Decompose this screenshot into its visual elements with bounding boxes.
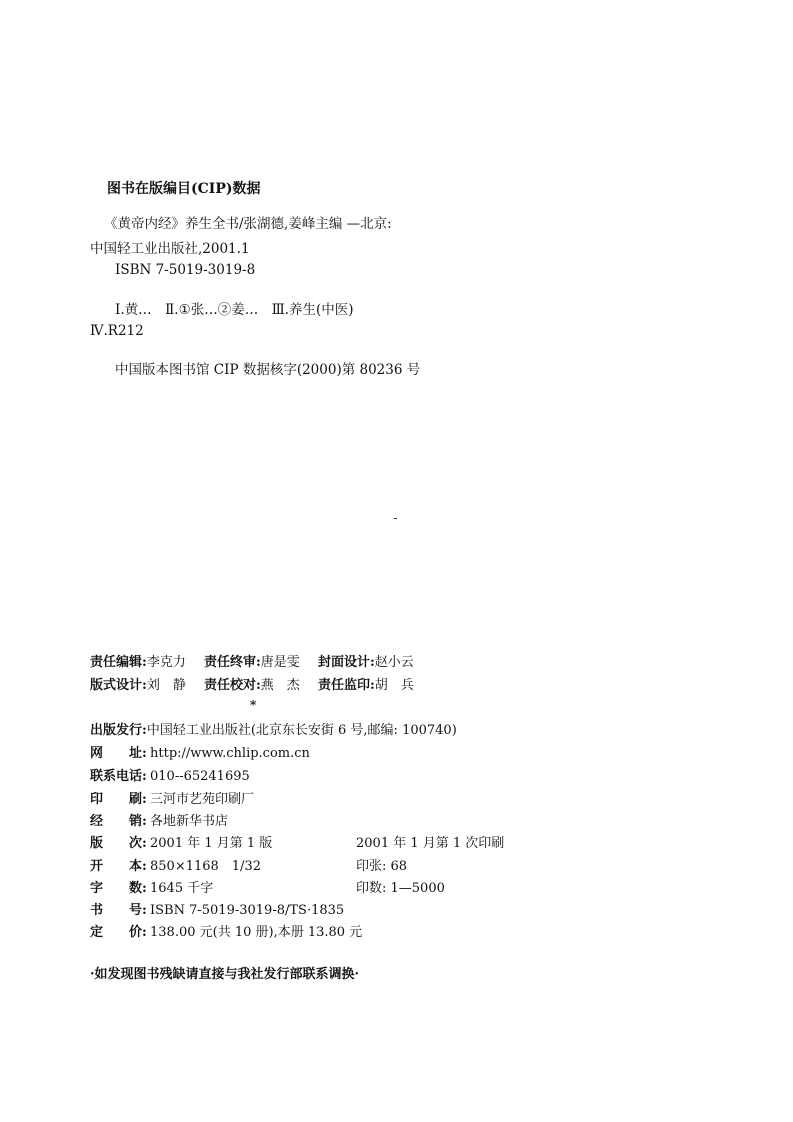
credit-value: 胡 兵 — [374, 678, 414, 693]
field-label: 出版发行: — [90, 723, 147, 738]
field-label: 版 次: — [90, 836, 147, 851]
field-value: 2001 年 1 月第 1 版 — [150, 836, 273, 851]
scan-speck — [394, 518, 397, 519]
field-label: 联系电话: — [90, 769, 147, 784]
print-run: 2001 年 1 月第 1 次印刷 — [356, 836, 505, 851]
field-value: 1645 千字 — [150, 881, 214, 896]
publisher-row — [90, 719, 457, 739]
cip-entry-line1: 《黄帝内经》养生全书/张湖德,姜峰主编 —北京: — [104, 216, 392, 232]
cip-classification: Ⅳ.R212 — [90, 323, 144, 339]
credit-value: 赵小云 — [374, 655, 414, 670]
cip-title: 图书在版编目(CIP)数据 — [107, 181, 261, 197]
credit-label: 责任校对: — [203, 678, 261, 693]
field-value: 三河市艺苑印刷厂 — [150, 792, 255, 807]
field-label: 定 价: — [90, 925, 147, 940]
field-value: 850×1168 1/32 — [150, 859, 261, 874]
wordcount-row — [90, 877, 445, 897]
defect-notice: ·如发现图书残缺请直接与我社发行部联系调换· — [90, 967, 360, 982]
edition-row — [90, 832, 505, 852]
credit-label: 版式设计: — [90, 678, 147, 693]
credit-label: 责任监印: — [317, 678, 375, 693]
separator-star: * — [250, 698, 257, 712]
phone-row — [90, 765, 250, 785]
booknumber-row — [90, 899, 344, 919]
field-label: 开 本: — [90, 859, 147, 874]
printed-sheets: 印张: 68 — [356, 859, 408, 874]
field-value: 中国轻工业出版社(北京东长安街 6 号,邮编: 100740) — [146, 723, 457, 738]
website-row — [90, 742, 310, 762]
credits-row-2 — [90, 674, 414, 693]
price-row — [90, 921, 362, 941]
credit-value: 刘 静 — [146, 678, 186, 693]
cip-isbn: ISBN 7-5019-3019-8 — [115, 262, 256, 278]
field-label: 经 销: — [90, 814, 147, 829]
credits-row-1 — [90, 651, 414, 670]
printer-row — [90, 788, 254, 808]
distributor-row — [90, 810, 228, 830]
cip-record-number: 中国版本图书馆 CIP 数据核字(2000)第 80236 号 — [115, 362, 421, 378]
field-value: 各地新华书店 — [150, 814, 229, 829]
field-label: 网 址: — [90, 746, 147, 761]
credit-value: 李克力 — [146, 655, 186, 670]
print-quantity: 印数: 1—5000 — [356, 881, 445, 896]
cip-subjects: Ⅰ.黄… Ⅱ.①张…②姜… Ⅲ.养生(中医) — [115, 302, 354, 318]
field-label: 书 号: — [90, 903, 147, 918]
field-label: 字 数: — [90, 881, 147, 896]
field-value: 138.00 元(共 10 册),本册 13.80 元 — [150, 925, 363, 940]
cip-entry-line2: 中国轻工业出版社,2001.1 — [90, 241, 250, 257]
field-value: 010--65241695 — [150, 769, 250, 784]
credit-label: 封面设计: — [317, 655, 375, 670]
credit-value: 燕 杰 — [260, 678, 300, 693]
credit-value: 唐是雯 — [260, 655, 300, 670]
field-label: 印 刷: — [90, 792, 147, 807]
field-value: ISBN 7-5019-3019-8/TS·1835 — [150, 903, 345, 918]
credit-label: 责任终审: — [203, 655, 261, 670]
credit-label: 责任编辑: — [90, 655, 147, 670]
format-row — [90, 855, 408, 875]
website-link[interactable]: http://www.chlip.com.cn — [150, 746, 310, 761]
